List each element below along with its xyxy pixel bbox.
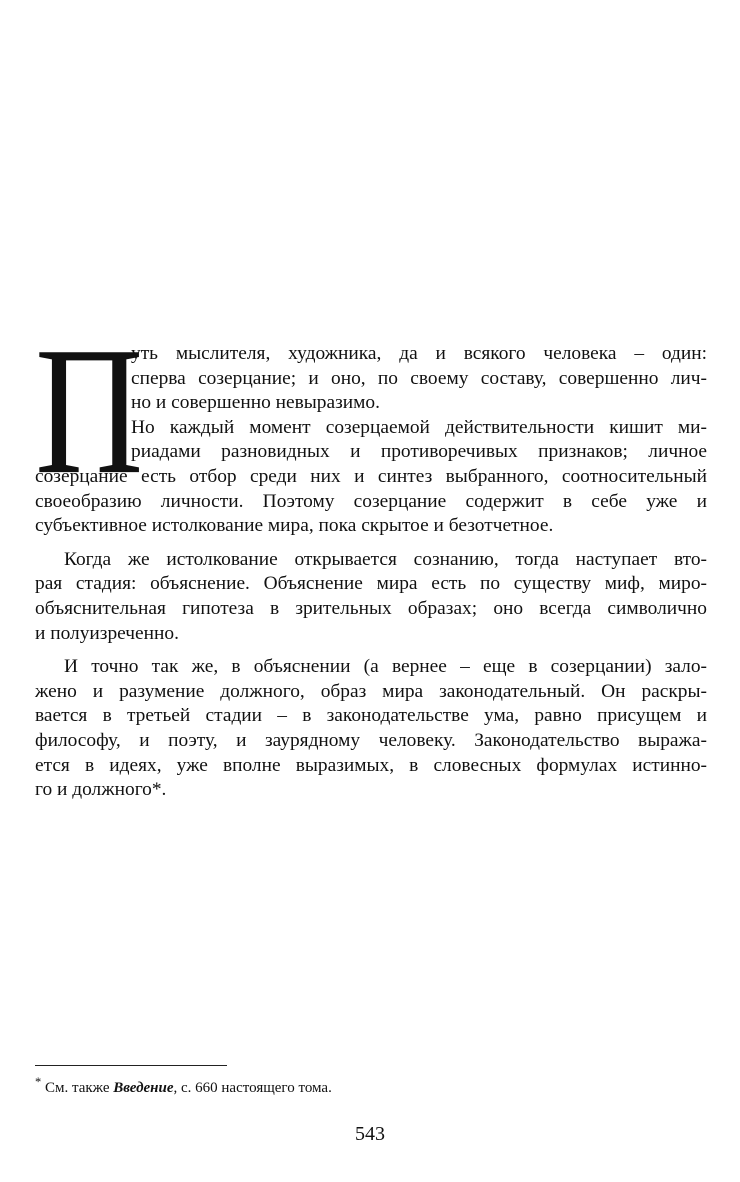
footnote-marker: *	[35, 1075, 42, 1089]
text-line: и полуизреченно.	[35, 622, 179, 644]
footnote-divider	[35, 1065, 227, 1066]
text-line: объяснительная гипотеза в зрительных образах; оно всегда символично	[35, 597, 707, 619]
text-line: сперва созерцание; и оно, по своему составу, совершенно лич-	[131, 367, 707, 389]
text-line: Но каждый момент созерцаемой действительности кишит ми-	[131, 416, 707, 438]
text-line: рая стадия: объяснение. Объяснение мира есть по существу миф, миро-	[35, 573, 707, 595]
text-line: риадами разновидных и противоречивых признаков; личное	[131, 441, 707, 463]
text-line: И точно так же, в объяснении (а вернее – еще в созерцании) зало-	[64, 656, 707, 678]
paragraph-4	[35, 655, 707, 803]
page-number: 543	[355, 1123, 385, 1145]
paragraph-1	[35, 342, 707, 416]
text-line: Когда же истолкование открывается сознанию, тогда наступает вто-	[64, 548, 707, 570]
text-line: ется в идеях, уже вполне выразимых, в словесных формулах истинно-	[35, 754, 707, 776]
footnote-italic-title: Введение	[113, 1080, 174, 1096]
footnote-text-before: См. также	[45, 1080, 114, 1096]
text-line: созерцание есть отбор среди них и синтез выбранного, соотносительный	[35, 465, 707, 487]
text-line: своеобразию личности. Поэтому созерцание содержит в себе уже и	[35, 490, 707, 512]
footnote-text-after: , с. 660 настоящего тома.	[173, 1080, 332, 1096]
text-line: уть мыслителя, художника, да и всякого человека – один:	[131, 343, 707, 364]
paragraph-2	[35, 416, 707, 539]
drop-cap-letter: П	[35, 309, 144, 513]
text-line: вается в третьей стадии – в законодательстве ума, равно присущем и	[35, 705, 707, 727]
text-line: философу, и поэту, и заурядному человеку. Законодательство выража-	[35, 729, 707, 751]
text-line: субъективное истолкование мира, пока скрытое и безотчетное.	[35, 515, 554, 537]
paragraph-3	[35, 548, 707, 646]
text-line: но и совершенно невыразимо.	[131, 392, 380, 414]
text-line: го и должного*.	[35, 779, 167, 801]
footnote	[35, 1072, 332, 1098]
main-text	[35, 309, 707, 803]
text-line: жено и разумение должного, образ мира законодательный. Он раскры-	[35, 680, 707, 702]
